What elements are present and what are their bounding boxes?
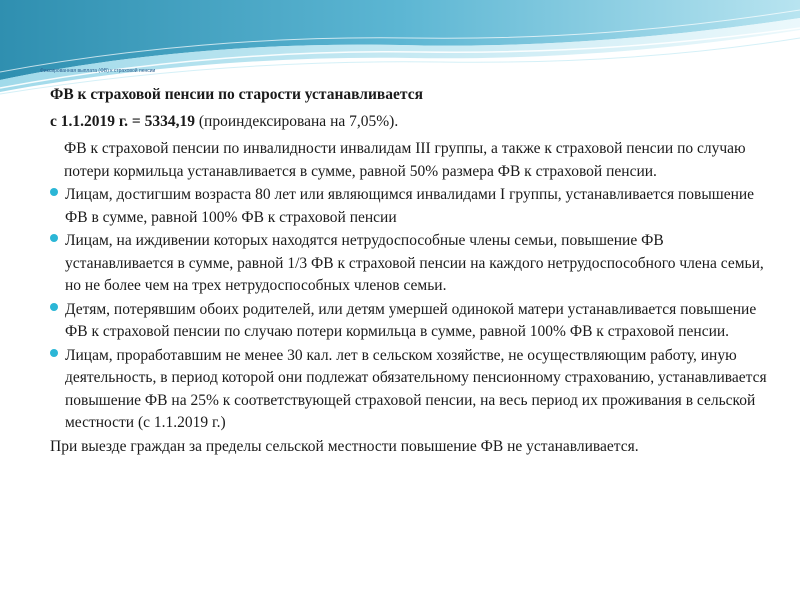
bullet-text: Детям, потерявшим обоих родителей, или детям умершей одинокой матери устанавливается повышение ФВ к страховой пенсии по случаю потери кормильца в сумме, равной 100% ФВ к страховой пенсии. [65, 300, 757, 340]
slide-title: Фиксированная выплата (ФВ) к страховой пенсии [40, 68, 156, 74]
bullet-icon [50, 234, 58, 242]
bullet-icon [50, 188, 58, 196]
bullet-text: Лицам, на иждивении которых находятся нетрудоспособные члены семьи, повышение ФВ устанавливается в сумме, равной 1/3 ФВ к страховой пенсии на каждого нетрудоспособного члена семьи, но не более чем на трех нетрудоспособных членов семьи. [65, 232, 764, 294]
bullet-item-2 [50, 230, 775, 298]
bullet-text: Лицам, достигшим возраста 80 лет или являющимся инвалидами I группы, устанавливается повышение ФВ в сумме, равной 100% ФВ к страховой пенсии [65, 186, 755, 226]
bullet-text: Лицам, проработавшим не менее 30 кал. лет в сельском хозяйстве, не осуществляющим работу, иную деятельность, в период которой они подлежат обязательному пенсионному страхованию, устанавливается повышение ФВ на 25% к соответствующей страховой пенсии, на весь период их проживания в сельской местности (с 1.1.2019 г.) [65, 346, 767, 431]
heading-line: ФВ к страховой пенсии по старости устанавливается [50, 86, 423, 103]
bullet-item-1 [50, 184, 775, 229]
bullet-item-3 [50, 299, 775, 344]
amount-note: (проиндексирована на 7,05%). [195, 112, 399, 130]
bullet-icon [50, 303, 58, 311]
footer-line: При выезде граждан за пределы сельской местности повышение ФВ не устанавливается. [50, 437, 639, 455]
amount-line [50, 111, 775, 134]
bullet-item-4 [50, 345, 775, 435]
amount-bold: с 1.1.2019 г. = 5334,19 [50, 112, 196, 130]
bullet-icon [50, 349, 58, 357]
slide-content [50, 84, 775, 459]
disability-paragraph: ФВ к страховой пенсии по инвалидности инвалидам III группы, а также к страховой пенсии по случаю потери кормильца устанавливается в сумме, равной 50% размера ФВ к страховой пенсии. [64, 140, 746, 180]
